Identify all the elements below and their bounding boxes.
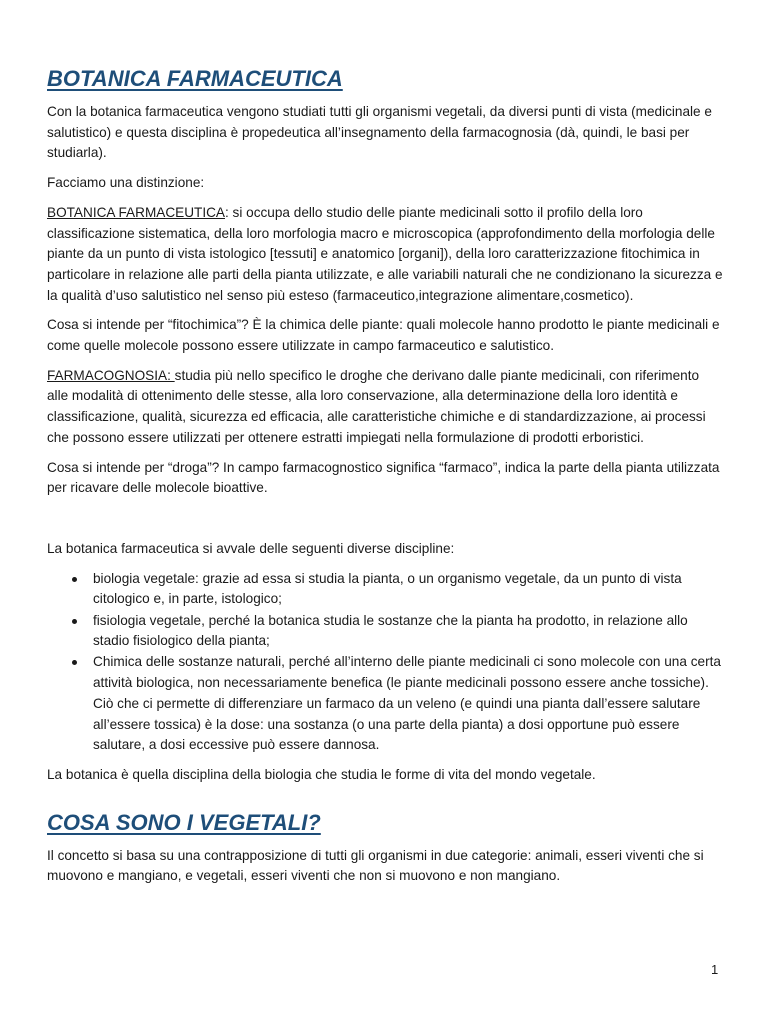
list-item xyxy=(93,611,723,652)
list-item-text: Chimica delle sostanze naturali, perché all’interno delle piante medicinali ci sono molecole con una certa attività biologica, non necessariamente benefica (le piante medicinali possono essere anche tossiche). Ciò che ci permette di differenziare un farmaco da un veleno (e quindi una pianta dall’essere salutare all’essere tossica) è la dose: una sostanza (o una parte della pianta) a dosi opportune può essere salutare, a dosi eccessive può essere dannosa. xyxy=(93,654,721,753)
page-number: 1 xyxy=(711,962,719,977)
vegetali-paragraph: Il concetto si basa su una contrapposizione di tutti gli organismi in due categorie: animali, esseri viventi che si muovono e mangiano, e vegetali, esseri viventi che non si muovono e non mangiano. xyxy=(47,847,704,884)
droga-paragraph: Cosa si intende per “droga”? In campo farmacognostico significa “farmaco”, indica la parte della pianta utilizzata per ricavare delle molecole bioattive. xyxy=(47,459,720,496)
farmacognosia-term: FARMACOGNOSIA: xyxy=(47,367,175,383)
blank-line xyxy=(47,508,723,539)
farmacognosia-definition-text: studia più nello specifico le droghe che derivano dalle piante medicinali, con riferimento alle modalità di ottenimento delle stesse, alla loro conservazione, alla determinazione della loro identità e classificazione, qualità, sicurezza ed efficacia, alle caratteristiche chimiche e di standardizzazione, ai processi che possono essere utilizzati per ottenere estratti impiegati nella formulazione di prodotti erboristici. xyxy=(47,367,706,445)
bullet-icon xyxy=(72,577,77,582)
bullet-icon xyxy=(72,619,77,624)
fitochimica-paragraph: Cosa si intende per “fitochimica”? È la chimica delle piante: quali molecole hanno prodotto le piante medicinali e come quelle molecole possono essere utilizzate in campo farmaceutico e salutistico. xyxy=(47,317,720,354)
botanica-definition-text: : si occupa dello studio delle piante medicinali sotto il profilo della loro classificazione sistematica, della loro morfologia macro e microscopica (approfondimento della morfologia delle piante da un punto di vista istologico [tessuti] e anatomico [organi]), della loro caratterizzazione fitochimica in particolare in relazione alle parti della pianta utilizzate, e alle variabili naturali che ne condizionano la sicurezza e la qualità d’uso salutistico nel senso più esteso (farmaceutico,integrazione alimentare,cosmetico). xyxy=(47,204,723,303)
list-item-text: biologia vegetale: grazie ad essa si studia la pianta, o un organismo vegetale, da un punto di vista citologico e, in parte, istologico; xyxy=(93,570,682,607)
list-item-text: fisiologia vegetale, perché la botanica studia le sostanze che la pianta ha prodotto, in relazione allo stadio fisiologico della pianta; xyxy=(93,612,688,649)
distinction-paragraph: Facciamo una distinzione: xyxy=(47,175,205,191)
list-item xyxy=(93,569,723,610)
page-title: BOTANICA FARMACEUTICA xyxy=(47,66,343,91)
section-heading: COSA SONO I VEGETALI? xyxy=(47,809,321,835)
botanica-term: BOTANICA FARMACEUTICA xyxy=(47,204,225,220)
farmacognosia-definition-paragraph xyxy=(47,366,723,449)
list-item xyxy=(93,652,723,756)
disciplines-list xyxy=(47,569,723,756)
document-body xyxy=(47,64,723,896)
botanica-summary-paragraph: La botanica è quella disciplina della biologia che studia le forme di vita del mondo vegetale. xyxy=(47,766,596,782)
botanica-definition-paragraph xyxy=(47,203,723,307)
disciplines-intro-paragraph: La botanica farmaceutica si avvale delle seguenti diverse discipline: xyxy=(47,540,455,556)
intro-paragraph: Con la botanica farmaceutica vengono studiati tutti gli organismi vegetali, da diversi punti di vista (medicinale e salutistico) e questa disciplina è propedeutica all’insegnamento della farmacognosia (dà, quindi, le basi per studiarla). xyxy=(47,104,712,161)
bullet-icon xyxy=(72,660,77,665)
